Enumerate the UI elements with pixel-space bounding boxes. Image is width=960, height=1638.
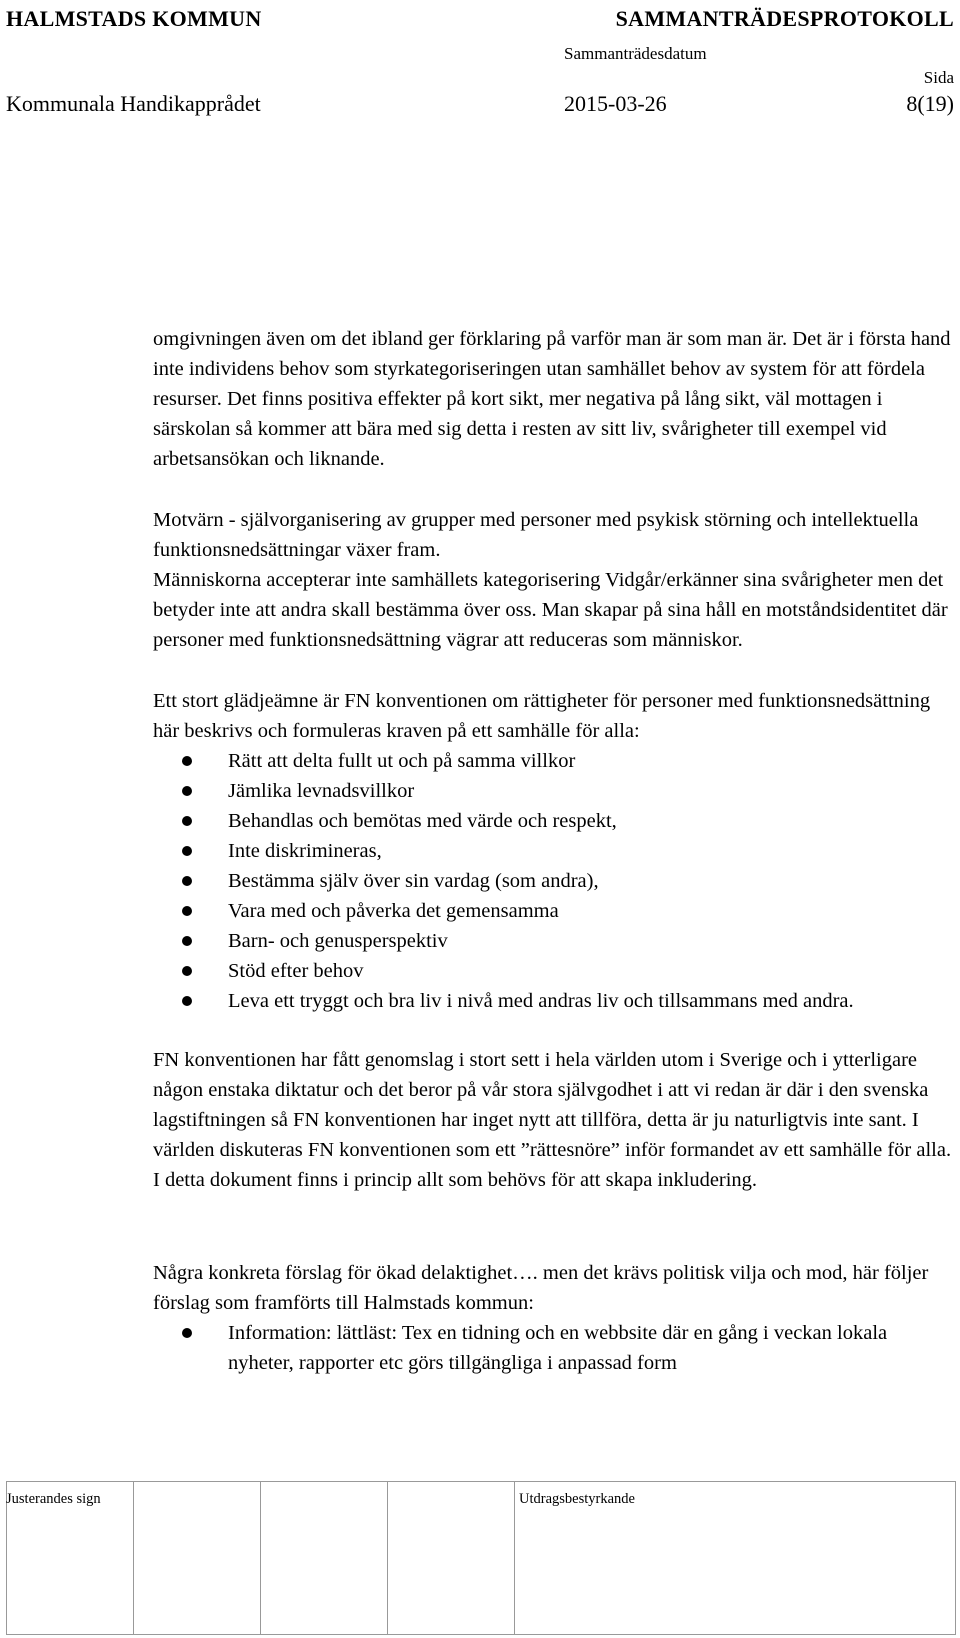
signature-cell [134,1482,261,1634]
document-body [153,324,953,1378]
rights-list [153,746,953,1016]
list-item [153,1318,953,1378]
paragraph: Människorna accepterar inte samhällets kategorisering Vidgår/erkänner sina svårigheter men det betyder inte att andra skall bestämma över oss. Man skapar på sina håll en motståndsidentitet där personer med funktionsnedsättning vägrar att reduceras som människor. [153,569,948,651]
committee-name: Kommunala Handikapprådet [6,91,261,116]
list-item-text: Information: lättläst: Tex en tidning och en webbsite där en gång i veckan lokala nyheter, rapporter etc görs tillgängliga i anpassad form [228,1322,888,1374]
bullet-icon [182,756,192,766]
bullet-icon [182,786,192,796]
sign-label: Justerandes sign [6,1491,101,1507]
paragraph: Några konkreta förslag för ökad delaktighet…. men det krävs politisk vilja och mod, här följer förslag som framförts till Halmstads kommun: [153,1262,929,1314]
bullet-icon [182,936,192,946]
list-item [153,986,953,1016]
list-item [153,836,953,866]
bullet-icon [182,1328,192,1338]
extract-label: Utdragsbestyrkande [519,1491,635,1507]
proposals-list [153,1318,953,1378]
list-item-text: Rätt att delta fullt ut och på samma villkor [228,750,576,772]
bullet-icon [182,876,192,886]
paragraph: Motvärn - självorganisering av grupper med personer med psykisk störning och intellektuella funktionsnedsättningar växer fram. [153,509,919,561]
list-item [153,866,953,896]
page-number: 8(19) [906,91,954,116]
list-item-text: Stöd efter behov [228,960,364,982]
paragraph: omgivningen även om det ibland ger förklaring på varför man är som man är. Det är i första hand inte individens behov som styrkategoriseringen utan samhället behov av system för att fördela resurser. Det finns positiva effekter på kort sikt, mer negativa på lång sikt, väl mottagen i särskolan så kommer att bära med sig detta i resten av sitt liv, svårigheter till exempel vid arbetsansökan och liknande. [153,328,951,470]
list-item-text: Vara med och påverka det gemensamma [228,900,559,922]
list-item [153,746,953,776]
bullet-icon [182,816,192,826]
list-item-text: Inte diskrimineras, [228,840,382,862]
bullet-icon [182,906,192,916]
list-item [153,896,953,926]
document-type: SAMMANTRÄDESPROTOKOLL [615,6,954,31]
bullet-icon [182,966,192,976]
organization-name: HALMSTADS KOMMUN [6,6,262,31]
page-header [0,0,960,130]
list-item-text: Leva ett tryggt och bra liv i nivå med andras liv och tillsammans med andra. [228,990,854,1012]
paragraph: FN konventionen har fått genomslag i stort sett i hela världen utom i Sverige och i ytterligare någon enstaka diktatur och det beror på vår stora självgodhet i att vi redan är där i den svenska lagstiftningen så FN konventionen har inget nytt att tillföra, detta är ju naturligtvis inte sant. I världen diskuteras FN konventionen som ett ”rättesnöre” inför formandet av ett samhälle för alla. I detta dokument finns i princip allt som behövs för att skapa inkludering. [153,1049,952,1191]
list-item [153,776,953,806]
list-item [153,956,953,986]
page-label: Sida [923,68,954,87]
signature-cell [261,1482,388,1634]
list-item-text: Behandlas och bemötas med värde och respekt, [228,810,617,832]
signature-table [6,1481,956,1635]
list-item-text: Bestämma själv över sin vardag (som andra), [228,870,599,892]
date-label: Sammanträdesdatum [564,44,707,63]
meeting-date: 2015-03-26 [564,91,667,116]
signature-cell [388,1482,515,1634]
bullet-icon [182,996,192,1006]
list-item [153,926,953,956]
list-item-text: Jämlika levnadsvillkor [228,780,415,802]
paragraph: Ett stort glädjeämne är FN konventionen om rättigheter för personer med funktionsnedsättning här beskrivs och formuleras kraven på ett samhälle för alla: [153,690,931,742]
bullet-icon [182,846,192,856]
list-item-text: Barn- och genusperspektiv [228,930,448,952]
list-item [153,806,953,836]
page-footer [0,1481,960,1638]
